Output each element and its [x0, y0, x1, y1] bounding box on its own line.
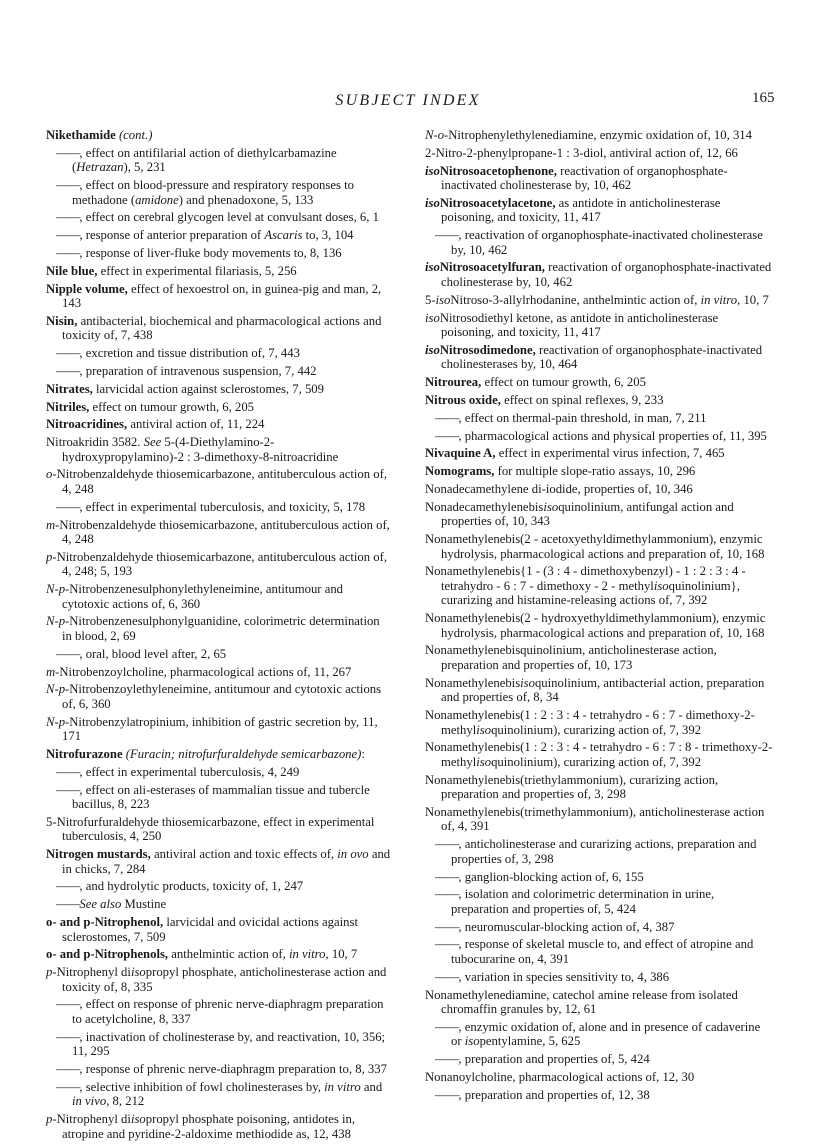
index-entry — [46, 400, 391, 415]
entry-text: N-p — [46, 682, 66, 697]
entry-text: iso — [425, 260, 440, 275]
index-entry — [425, 164, 773, 193]
entry-text: Nomograms, — [425, 464, 495, 479]
index-subentry — [46, 346, 391, 361]
ditto-dash: —— — [435, 919, 459, 934]
index-entry — [425, 1070, 773, 1085]
entry-text: 5- — [425, 292, 436, 307]
entry-text: in vitro — [700, 292, 738, 307]
index-entry — [46, 665, 391, 680]
index-entry — [425, 708, 773, 737]
entry-text: , effect on cerebral glycogen level at convulsant doses, 6, 1 — [79, 210, 379, 225]
entry-text: Nonamethylenebisquinolinium, anticholinesterase action, preparation and properties of, 10, 173 — [425, 643, 717, 672]
right-column — [425, 128, 773, 1105]
entry-text: Nitrofurazone — [46, 746, 123, 761]
index-entry — [46, 847, 391, 876]
entry-text: Nonamethylenediamine, catechol amine release from isolated chromaffin granules by, 12, 61 — [425, 987, 738, 1016]
entry-text: in vivo — [72, 1094, 107, 1109]
entry-text: Nikethamide — [46, 128, 116, 142]
entry-text: iso — [464, 1034, 480, 1049]
index-entry — [46, 128, 391, 143]
index-subentry — [46, 783, 391, 812]
entry-text: effect on tumour growth, 6, 205 — [89, 399, 255, 414]
index-entry — [425, 643, 773, 672]
entry-text: (Furacin; nitrofurfuraldehyde semicarbazone) — [122, 746, 362, 761]
index-entry — [425, 375, 773, 390]
index-entry — [46, 282, 391, 311]
entry-text: m — [46, 664, 56, 679]
entry-text: N-o — [425, 128, 445, 142]
entry-text: larvicidal and ovicidal actions against sclerostomes, 7, 509 — [62, 915, 358, 944]
entry-text: effect on tumour growth, 6, 205 — [481, 375, 646, 390]
entry-text: -Nitrobenzenesulphonylguanidine, colorimetric determination in blood, 2, 69 — [62, 614, 380, 643]
index-entry — [46, 747, 391, 762]
entry-text: and — [360, 1079, 383, 1094]
index-entry — [425, 146, 773, 161]
index-entry — [425, 805, 773, 834]
index-subentry — [46, 1062, 391, 1077]
entry-text: , 8, 212 — [106, 1094, 145, 1109]
entry-text: iso — [653, 578, 669, 593]
ditto-dash: —— — [435, 228, 459, 243]
entry-text: Nisin, — [46, 313, 78, 328]
index-subentry — [425, 970, 773, 985]
entry-text: Nonamethylenebis(1 : 2 : 3 : 4 - tetrahydro - 6 : 7 : 8 - trimethoxy-2-methyl — [425, 740, 773, 769]
entry-text: , excretion and tissue distribution of, 7, 443 — [79, 346, 300, 361]
entry-text: 2-Nitro-2-phenylpropane-1 : 3-diol, antiviral action of, 12, 66 — [425, 145, 738, 160]
ditto-dash: —— — [56, 1061, 80, 1076]
entry-text: Nipple volume, — [46, 281, 128, 296]
entry-text: Nitrourea, — [425, 375, 482, 390]
entry-text: , effect on response of phrenic nerve-diaphragm preparation to acetylcholine, 8, 337 — [72, 997, 384, 1026]
entry-text: in ovo — [337, 847, 369, 862]
index-entry — [425, 611, 773, 640]
index-subentry — [46, 146, 391, 175]
entry-text: Nonamethylenebis{1 - (3 : 4 - dimethoxybenzyl) - 1 : 2 : 3 : 4 - tetrahydro - 6 : 7 - dimethoxy - 2 - methyl — [425, 564, 746, 593]
ditto-dash: —— — [435, 1087, 459, 1102]
page-title: SUBJECT INDEX — [335, 92, 481, 109]
left-column — [46, 128, 391, 1144]
index-entry — [46, 314, 391, 343]
entry-text: Nonanoylcholine, pharmacological actions of, 12, 30 — [425, 1069, 695, 1084]
index-entry — [46, 947, 391, 962]
entry-text: Nonamethylenebis — [425, 675, 521, 690]
entry-text: for multiple slope-ratio assays, 10, 296 — [494, 464, 696, 479]
entry-text: , effect on antifilarial action of diethylcarbamazine ( — [72, 145, 337, 175]
entry-text: iso — [425, 310, 440, 325]
entry-text: -Nitrobenzaldehyde thiosemicarbazone, antituberculous action of, 4, 248 — [55, 517, 390, 547]
entry-text: to, 3, 104 — [302, 228, 354, 243]
entry-text: -Nitrophenyl di — [52, 965, 131, 980]
index-entry — [46, 435, 391, 464]
entry-text: antiviral action and toxic effects of, — [150, 847, 338, 862]
index-entry — [425, 260, 773, 289]
entry-text: Nitrous oxide, — [425, 392, 501, 407]
index-subentry — [46, 879, 391, 894]
index-subentry — [46, 765, 391, 780]
index-subentry — [46, 1080, 391, 1109]
entry-text: propyl phosphate, anticholinesterase action and toxicity of, 8, 335 — [62, 965, 387, 994]
entry-text: iso — [543, 499, 559, 514]
entry-text: Nonamethylenebis(trimethylammonium), anticholinesterase action of, 4, 391 — [425, 804, 765, 834]
entry-text: Nonamethylenebis(1 : 2 : 3 : 4 - tetrahydro - 6 : 7 - dimethoxy-2-methyl — [425, 708, 755, 737]
entry-text: , inactivation of cholinesterase by, and reactivation, 10, 356; 11, 295 — [72, 1029, 386, 1059]
ditto-dash: —— — [56, 997, 80, 1012]
ditto-dash: —— — [435, 937, 459, 952]
entry-text: N-p — [46, 582, 66, 597]
entry-text: antiviral action of, 11, 224 — [127, 417, 265, 432]
entry-text: -Nitrobenzylatropinium, inhibition of gastric secretion by, 11, 171 — [62, 714, 378, 744]
entry-text: , response of anterior preparation of — [79, 228, 265, 243]
entry-text: -Nitrobenzaldehyde thiosemicarbazone, antituberculous action of, 4, 248 — [52, 467, 388, 496]
ditto-dash: —— — [56, 145, 80, 160]
entry-text: larvicidal action against sclerostomes, 7, 509 — [92, 381, 324, 396]
entry-text: , preparation and properties of, 12, 38 — [458, 1087, 650, 1102]
entry-text: Nitrosodiethyl ketone, as antidote in anticholinesterase poisoning, and toxicity, 11, 417 — [439, 310, 719, 340]
index-entry — [425, 393, 773, 408]
entry-text: Nonadecamethylenebis — [425, 499, 544, 514]
entry-text: Nitrates, — [46, 381, 93, 396]
entry-text: amidone — [135, 192, 179, 207]
index-entry — [46, 715, 391, 744]
index-entry — [46, 965, 391, 994]
entry-text: , reactivation of organophosphate-inactivated cholinesterase by, 10, 462 — [451, 228, 763, 257]
ditto-dash: —— — [56, 210, 80, 225]
ditto-dash: —— — [56, 782, 80, 797]
entry-text: Nonamethylenebis(triethylammonium), curarizing action, preparation and properties of, 3, 298 — [425, 772, 719, 802]
index-entry — [425, 532, 773, 561]
entry-text: reactivation of organophosphate-inactivated cholinesterase by, 10, 462 — [441, 163, 728, 193]
page-number: 165 — [752, 90, 775, 106]
index-subentry — [46, 210, 391, 225]
entry-text: Nonamethylenebis(2 - acetoxyethyldimethylammonium), enzymic hydrolysis, pharmacological actions and preparation of, 10, 168 — [425, 532, 765, 561]
entry-text: , 10, 7 — [737, 292, 769, 307]
entry-text: , oral, blood level after, 2, 65 — [79, 646, 227, 661]
index-entry — [46, 682, 391, 711]
entry-text: in vitro — [288, 947, 326, 962]
ditto-dash: —— — [435, 869, 459, 884]
ditto-dash: —— — [435, 428, 459, 443]
entry-text: , effect in experimental tuberculosis, 4, 249 — [79, 764, 300, 779]
entry-text: ) and phenadoxone, 5, 133 — [178, 192, 314, 207]
entry-text: Nitroso-3-allylrhodanine, anthelmintic action of, — [450, 292, 701, 307]
entry-text: Nitrogen mustards, — [46, 847, 151, 862]
index-entry — [425, 196, 773, 225]
index-entry — [425, 482, 773, 497]
index-entry — [425, 988, 773, 1017]
index-subentry — [425, 1020, 773, 1049]
entry-text: iso — [425, 195, 440, 210]
entry-text: , variation in species sensitivity to, 4, 386 — [458, 969, 670, 984]
ditto-dash: —— — [435, 1019, 459, 1034]
index-entry — [425, 343, 773, 372]
index-subentry — [46, 228, 391, 243]
index-subentry — [46, 997, 391, 1026]
entry-text: iso — [130, 965, 146, 980]
entry-text: quinolinium, antifungal action and properties of, 10, 343 — [441, 499, 734, 529]
entry-text: , preparation of intravenous suspension, 7, 442 — [79, 363, 317, 378]
entry-text: Nile blue, — [46, 263, 98, 278]
index-entry — [46, 518, 391, 547]
entry-text: Nitrosoacetophenone, — [439, 163, 557, 178]
entry-text: quinolinium), curarizing action of, 7, 392 — [491, 722, 702, 737]
index-subentry — [425, 1052, 773, 1067]
entry-text: Nitrosodimedone, — [439, 342, 536, 357]
entry-text: Nitroacridines, — [46, 417, 128, 432]
entry-text: , response of skeletal muscle to, and effect of atropine and tubocurarine on, 4, 391 — [451, 937, 754, 966]
entry-text: antibacterial, biochemical and pharmacological actions and toxicity of, 7, 438 — [62, 313, 382, 343]
index-subentry — [425, 228, 773, 257]
index-subentry — [425, 837, 773, 866]
entry-text: effect in experimental filariasis, 5, 256 — [97, 263, 297, 278]
index-entry — [425, 293, 773, 308]
entry-text: reactivation of organophosphate-inactivated cholinesterases by, 10, 464 — [441, 342, 763, 372]
ditto-dash: —— — [435, 410, 459, 425]
entry-text: Hetrazan — [76, 160, 124, 175]
entry-text: , enzymic oxidation of, alone and in presence of cadaverine or — [451, 1019, 761, 1049]
entry-text: See — [143, 435, 162, 450]
entry-text: anthelmintic action of, — [168, 947, 289, 962]
entry-text: ), 5, 231 — [123, 160, 166, 175]
entry-text: quinolinium}, curarizing and histamine-releasing actions of, 7, 392 — [441, 578, 740, 608]
entry-text: , effect in experimental tuberculosis, and toxicity, 5, 178 — [79, 499, 366, 514]
index-entry — [46, 382, 391, 397]
ditto-dash: —— — [56, 1029, 80, 1044]
index-subentry — [46, 178, 391, 207]
entry-text: N-p — [46, 614, 66, 629]
entry-text: , neuromuscular-blocking action of, 4, 387 — [458, 919, 675, 934]
index-subentry — [425, 937, 773, 966]
index-entry — [46, 1112, 391, 1141]
index-entry — [425, 773, 773, 802]
entry-text: Nitrosoacetylfuran, — [439, 260, 545, 275]
entry-text: , and hydrolytic products, toxicity of, 1, 247 — [79, 879, 304, 894]
entry-text: and in chicks, 7, 284 — [62, 847, 391, 876]
entry-text: p — [46, 549, 53, 564]
index-subentry — [46, 647, 391, 662]
entry-text: pentylamine, 5, 625 — [479, 1034, 581, 1049]
entry-text: , isolation and colorimetric determination in urine, preparation and properties of, 5, 424 — [451, 887, 715, 916]
ditto-dash: —— — [56, 879, 80, 894]
entry-text: , effect on blood-pressure and respiratory responses to methadone ( — [72, 178, 354, 207]
entry-text: -Nitrophenyl di — [52, 1112, 131, 1127]
entry-text: o — [46, 467, 53, 482]
entry-text: quinolinium, antibacterial action, preparation and properties of, 8, 34 — [441, 675, 765, 705]
entry-text: iso — [476, 722, 492, 737]
entry-text: o- and p-Nitrophenols, — [46, 947, 169, 962]
entry-text: p — [46, 1112, 53, 1127]
index-entry — [46, 264, 391, 279]
ditto-dash: —— — [56, 346, 80, 361]
ditto-dash: —— — [56, 1079, 80, 1094]
entry-text: iso — [425, 342, 440, 357]
entry-text: effect on spinal reflexes, 9, 233 — [500, 392, 664, 407]
entry-text: iso — [435, 292, 451, 307]
entry-text: Nonamethylenebis(2 - hydroxyethyldimethylammonium), enzymic hydrolysis, pharmacological actions and preparation of, 10, 168 — [425, 611, 766, 640]
ditto-dash: —— — [435, 1052, 459, 1067]
entry-text: effect in experimental virus infection, 7, 465 — [495, 446, 725, 461]
entry-text: , selective inhibition of fowl cholinesterases by, — [79, 1079, 325, 1094]
entry-text: (cont.) — [115, 128, 153, 142]
index-subentry — [46, 897, 391, 912]
ditto-dash: —— — [435, 969, 459, 984]
index-subentry — [425, 1088, 773, 1103]
entry-text: Ascaris — [264, 228, 303, 243]
entry-text: as antidote in anticholinesterase poisoning, and toxicity, 11, 417 — [441, 195, 721, 225]
entry-text: -Nitrobenzoylethyleneimine, antitumour and cytotoxic actions of, 6, 360 — [62, 682, 382, 711]
entry-text: Mustine — [121, 897, 167, 912]
index-entry — [425, 676, 773, 705]
entry-text: o- and p-Nitrophenol, — [46, 915, 164, 929]
entry-text: , response of liver-fluke body movements to, 8, 136 — [79, 245, 342, 260]
index-entry — [425, 446, 773, 461]
entry-text: Nitroakridin 3582. — [46, 435, 144, 450]
index-entry — [46, 467, 391, 496]
index-entry — [425, 564, 773, 608]
ditto-dash: —— — [56, 245, 80, 260]
entry-text: p — [46, 965, 53, 980]
entry-text: Nitriles, — [46, 399, 90, 414]
index-entry — [425, 464, 773, 479]
ditto-dash: —— — [56, 228, 80, 243]
entry-text: 5-Nitrofurfuraldehyde thiosemicarbazone, effect in experimental tuberculosis, 4, 250 — [46, 814, 375, 844]
entry-text: iso — [425, 163, 440, 178]
ditto-dash: —— — [56, 897, 80, 912]
ditto-dash: —— — [56, 646, 80, 661]
ditto-dash: —— — [56, 363, 80, 378]
index-subentry — [46, 500, 391, 515]
ditto-dash: —— — [56, 764, 80, 779]
entry-text: effect of hexoestrol on, in guinea-pig and man, 2, 143 — [62, 281, 382, 311]
ditto-dash: —— — [56, 499, 80, 514]
entry-text: Nonadecamethylene di-iodide, properties of, 10, 346 — [425, 481, 693, 496]
entry-text: iso — [476, 754, 492, 769]
index-subentry — [46, 364, 391, 379]
entry-text: -Nitrobenzenesulphonylethyleneimine, antitumour and cytotoxic actions of, 6, 360 — [62, 582, 344, 611]
index-entry — [425, 740, 773, 769]
index-subentry — [46, 1030, 391, 1059]
entry-text: , preparation and properties of, 5, 424 — [458, 1052, 650, 1067]
entry-text: -Nitrophenylethylenediamine, enzymic oxidation of, 10, 314 — [444, 128, 752, 142]
entry-text: Nitrosoacetylacetone, — [439, 195, 556, 210]
entry-text: , response of phrenic nerve-diaphragm preparation to, 8, 337 — [79, 1061, 387, 1076]
entry-text: , pharmacological actions and physical properties of, 11, 395 — [458, 428, 767, 443]
index-entry — [425, 500, 773, 529]
entry-text: , effect on ali-esterases of mammalian tissue and tubercle bacillus, 8, 223 — [72, 782, 370, 812]
entry-text: m — [46, 517, 56, 532]
entry-text: : — [361, 746, 365, 761]
index-entry — [425, 128, 773, 143]
index-subentry — [425, 920, 773, 935]
index-subentry — [425, 411, 773, 426]
entry-text: , effect on thermal-pain threshold, in man, 7, 211 — [458, 410, 707, 425]
entry-text: propyl phosphate poisoning, antidotes in, atropine and pyridine-2-aldoxime methiodide as, 12, 438 — [62, 1112, 356, 1141]
index-subentry — [425, 870, 773, 885]
ditto-dash: —— — [56, 178, 80, 193]
entry-text: , ganglion-blocking action of, 6, 155 — [458, 869, 644, 884]
entry-text: 5-(4-Diethylamino-2-hydroxypropylamino)-2 : 3-dimethoxy-8-nitroacridine — [62, 435, 339, 464]
entry-text: N-p — [46, 714, 66, 729]
entry-text: -Nitrobenzaldehyde thiosemicarbazone, antituberculous action of, 4, 248; 5, 193 — [52, 549, 388, 579]
entry-text: quinolinium), curarizing action of, 7, 392 — [491, 754, 702, 769]
index-entry — [46, 614, 391, 643]
index-entry — [46, 915, 391, 944]
entry-text: in vitro — [324, 1079, 361, 1094]
index-entry — [46, 582, 391, 611]
index-entry — [46, 815, 391, 844]
ditto-dash: —— — [435, 887, 459, 902]
entry-text: -Nitrobenzoylcholine, pharmacological actions of, 11, 267 — [55, 664, 352, 679]
index-entry — [425, 311, 773, 340]
entry-text: iso — [130, 1112, 146, 1127]
entry-text: iso — [520, 675, 535, 690]
index-subentry — [425, 429, 773, 444]
ditto-dash: —— — [435, 837, 459, 852]
entry-text: See also — [79, 897, 122, 912]
index-subentry — [425, 887, 773, 916]
entry-text: reactivation of organophosphate-inactivated cholinesterase by, 10, 462 — [441, 260, 772, 289]
index-entry — [46, 417, 391, 432]
index-entry — [46, 550, 391, 579]
entry-text: Nivaquine A, — [425, 446, 496, 461]
entry-text: , 10, 7 — [325, 947, 358, 962]
entry-text: , anticholinesterase and curarizing actions, preparation and properties of, 3, 298 — [451, 837, 757, 866]
index-subentry — [46, 246, 391, 261]
